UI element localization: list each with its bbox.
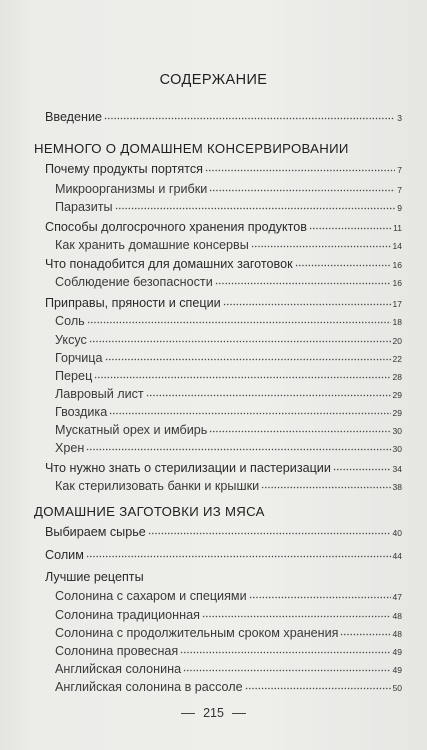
toc-entry-title: Микроорганизмы и грибки — [55, 182, 208, 196]
toc-entry — [45, 110, 402, 124]
toc-entry — [55, 405, 402, 419]
dot-leader — [261, 479, 390, 489]
dot-leader — [245, 680, 391, 690]
toc-entry-title: Соблюдение безопасности — [55, 275, 213, 289]
toc-page-number: 49 — [392, 665, 402, 675]
toc-page-number: 14 — [392, 241, 402, 251]
toc-entry — [45, 257, 402, 271]
toc-section-heading: ДОМАШНИЕ ЗАГОТОВКИ ИЗ МЯСА — [34, 504, 265, 519]
toc-entry — [55, 275, 402, 289]
toc-page-number: 47 — [392, 592, 402, 602]
dot-leader — [295, 257, 391, 267]
dot-leader — [309, 220, 391, 230]
toc-page-number: 20 — [392, 336, 402, 346]
toc-entry-title: Солонина традиционная — [55, 608, 200, 622]
toc-page-number: 48 — [392, 611, 402, 621]
dot-leader — [209, 423, 390, 433]
bleed-through-text — [210, 38, 420, 508]
toc-page-number: 7 — [397, 185, 402, 195]
dot-leader — [109, 405, 390, 415]
toc-entry-title: Горчица — [55, 351, 103, 365]
toc-entry-title: Мускатный орех и имбирь — [55, 423, 208, 437]
toc-entry — [55, 626, 402, 640]
dot-leader — [105, 351, 391, 361]
dot-leader — [86, 548, 391, 558]
dot-leader — [89, 333, 391, 343]
dot-leader — [333, 461, 391, 471]
toc-entry — [55, 441, 402, 455]
toc-entry — [45, 296, 402, 310]
toc-entry-title: Выбираем сырье — [45, 525, 146, 539]
toc-entry-title: Как хранить домашние консервы — [55, 238, 249, 252]
page-number: 215 — [203, 706, 224, 720]
toc-page-number: 50 — [392, 683, 402, 693]
toc-page-number: 7 — [397, 165, 402, 175]
toc-entry-title: Приправы, пряности и специи — [45, 296, 221, 310]
toc-entry — [55, 589, 402, 603]
dot-leader — [249, 589, 391, 599]
toc-entry-title: Введение — [45, 110, 103, 124]
toc-page-number: 29 — [392, 390, 402, 400]
dot-leader — [209, 182, 395, 192]
dot-leader — [148, 525, 391, 535]
toc-entry — [55, 387, 402, 401]
toc-entry — [45, 162, 402, 176]
toc-page-number: 17 — [392, 299, 402, 309]
dot-leader — [94, 369, 390, 379]
toc-page-number: 38 — [392, 482, 402, 492]
toc-page-number: 44 — [392, 551, 402, 561]
toc-entry — [55, 680, 402, 694]
dash-right — [232, 713, 246, 714]
page-number-footer — [0, 706, 427, 720]
toc-entry — [55, 238, 402, 252]
toc-entry-title: Английская солонина — [55, 662, 182, 676]
dot-leader — [202, 608, 391, 618]
toc-entry — [55, 479, 402, 493]
toc-entry — [45, 548, 402, 562]
dot-leader — [215, 275, 391, 285]
page-title: СОДЕРЖАНИЕ — [159, 72, 268, 88]
toc-entry-title: Перец — [55, 369, 93, 383]
toc-entry — [55, 608, 402, 622]
toc-page-number: 22 — [392, 354, 402, 364]
toc-entry — [45, 220, 402, 234]
toc-entry — [45, 525, 402, 539]
toc-page-number: 11 — [393, 223, 402, 233]
toc-section-heading: НЕМНОГО О ДОМАШНЕМ КОНСЕРВИРОВАНИИ — [34, 141, 349, 156]
dot-leader — [183, 662, 390, 672]
toc-page-number: 29 — [392, 408, 402, 418]
toc-page-number: 16 — [392, 278, 402, 288]
toc-page-number: 3 — [397, 113, 402, 123]
dot-leader — [115, 200, 396, 210]
toc-entry — [45, 461, 402, 475]
toc-entry — [55, 423, 402, 437]
toc-page-number: 49 — [392, 647, 402, 657]
dot-leader — [104, 110, 395, 120]
toc-entry-title: Солим — [45, 548, 84, 562]
toc-entry-title: Соль — [55, 314, 85, 328]
toc-entry-title: Английская солонина в рассоле — [55, 680, 243, 694]
toc-entry-title: Хрен — [55, 441, 85, 455]
toc-entry-title: Солонина с продолжительным сроком хранения — [55, 626, 339, 640]
toc-entry — [55, 200, 402, 214]
toc-subheading — [45, 570, 402, 584]
toc-page-number: 28 — [392, 372, 402, 382]
toc-entry-title: Паразиты — [55, 200, 113, 214]
toc-page-number: 18 — [392, 317, 402, 327]
toc-entry-title: Почему продукты портятся — [45, 162, 203, 176]
toc-entry-title: Как стерилизовать банки и крышки — [55, 479, 260, 493]
toc-entry-title: Уксус — [55, 333, 87, 347]
dot-leader — [223, 296, 391, 306]
toc-entry-title: Солонина с сахаром и специями — [55, 589, 247, 603]
toc-entry — [55, 333, 402, 347]
dot-leader — [87, 314, 391, 324]
toc-entry — [55, 369, 402, 383]
toc-page-number: 34 — [392, 464, 402, 474]
toc-entry — [55, 644, 402, 658]
dot-leader — [146, 387, 391, 397]
toc-entry-title: Лучшие рецепты — [45, 570, 144, 584]
dot-leader — [180, 644, 390, 654]
dash-left — [181, 713, 195, 714]
toc-entry — [55, 351, 402, 365]
toc-entry-title: Что понадобится для домашних заготовок — [45, 257, 293, 271]
toc-entry-title: Лавровый лист — [55, 387, 144, 401]
toc-page-number: 30 — [392, 426, 402, 436]
dot-leader — [86, 441, 390, 451]
toc-entry-title: Способы долгосрочного хранения продуктов — [45, 220, 307, 234]
toc-entry — [55, 314, 402, 328]
toc-page-number: 40 — [392, 528, 402, 538]
dot-leader — [205, 162, 395, 172]
toc-page-number: 9 — [397, 203, 402, 213]
toc-entry-title: Солонина провесная — [55, 644, 179, 658]
toc-page-number: 16 — [392, 260, 402, 270]
toc-entry — [55, 662, 402, 676]
toc-entry — [55, 182, 402, 196]
dot-leader — [251, 238, 391, 248]
toc-entry-title: Гвоздика — [55, 405, 108, 419]
toc-page-number: 30 — [392, 444, 402, 454]
toc-page-number: 48 — [392, 629, 402, 639]
dot-leader — [340, 626, 390, 636]
toc-entry-title: Что нужно знать о стерилизации и пастеризации — [45, 461, 331, 475]
